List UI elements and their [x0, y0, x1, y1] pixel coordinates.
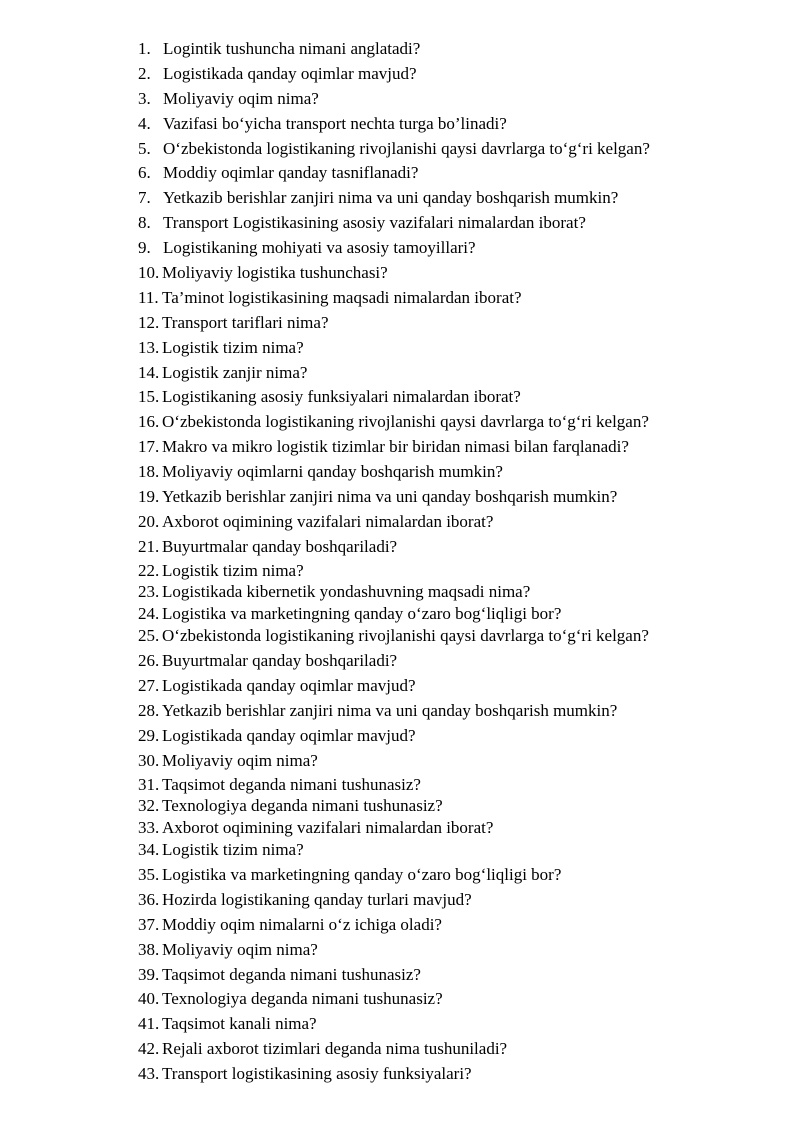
item-number: 42. — [138, 1039, 160, 1059]
list-item — [138, 863, 778, 888]
list-item — [138, 385, 778, 410]
list-item — [138, 774, 778, 796]
list-item — [138, 510, 778, 535]
item-number: 31. — [138, 774, 160, 794]
list-item — [138, 286, 778, 311]
list-item — [138, 435, 778, 460]
item-text: Moliyaviy oqim nima? — [162, 750, 318, 770]
list-item — [138, 62, 778, 87]
item-number: 43. — [138, 1064, 160, 1084]
item-number: 22. — [138, 560, 160, 580]
item-text: Logistikaning mohiyati va asosiy tamoyillari? — [163, 238, 476, 258]
list-item — [138, 838, 778, 863]
list-item — [138, 112, 778, 137]
item-text: Moliyaviy oqim nima? — [163, 88, 319, 108]
item-number: 20. — [138, 511, 160, 531]
list-item — [138, 87, 778, 112]
item-text: Vazifasi bo‘yicha transport nechta turga bo’linadi? — [163, 113, 507, 133]
item-text: Logistik tizim nima? — [162, 337, 304, 357]
item-number: 19. — [138, 487, 160, 507]
item-text: Logintik tushuncha nimani anglatadi? — [163, 39, 421, 58]
list-item — [138, 817, 778, 839]
item-number: 24. — [138, 603, 160, 623]
item-number: 1. — [138, 39, 151, 58]
item-text: Logistik tizim nima? — [162, 840, 304, 860]
item-number: 32. — [138, 796, 160, 816]
item-number: 3. — [138, 88, 151, 108]
item-number: 11. — [138, 287, 159, 307]
item-text: Moddiy oqim nimalarni o‘z ichiga oladi? — [162, 914, 442, 934]
item-text: Yetkazib berishlar zanjiri nima va uni qanday boshqarish mumkin? — [163, 188, 619, 208]
item-number: 4. — [138, 113, 151, 133]
item-text: Hozirda logistikaning qanday turlari mavjud? — [162, 889, 472, 909]
item-text: Logistikaning asosiy funksiyalari nimalardan iborat? — [162, 387, 521, 407]
list-item — [138, 938, 778, 963]
list-item — [138, 888, 778, 913]
list-item — [138, 336, 778, 361]
list-item — [138, 311, 778, 336]
item-text: Logistika va marketingning qanday o‘zaro bog‘liqligi bor? — [162, 864, 562, 884]
list-item — [138, 649, 778, 674]
item-text: Logistik tizim nima? — [162, 560, 304, 580]
item-text: Moliyaviy logistika tushunchasi? — [162, 263, 388, 283]
item-text: Texnologiya deganda nimani tushunasiz? — [162, 796, 443, 816]
list-item — [138, 963, 778, 988]
item-text: Moddiy oqimlar qanday tasniflanadi? — [163, 163, 419, 183]
list-item — [138, 37, 778, 62]
item-number: 37. — [138, 914, 160, 934]
list-item — [138, 1062, 778, 1087]
item-number: 5. — [138, 138, 151, 158]
list-item — [138, 724, 778, 749]
list-item — [138, 674, 778, 699]
item-number: 40. — [138, 989, 160, 1009]
item-text: Transport tariflari nima? — [162, 312, 329, 332]
item-number: 29. — [138, 725, 160, 745]
item-text: Taqsimot deganda nimani tushunasiz? — [162, 964, 421, 984]
item-text: Makro va mikro logistik tizimlar bir biridan nimasi bilan farqlanadi? — [162, 437, 629, 457]
list-item — [138, 603, 778, 625]
item-text: Axborot oqimining vazifalari nimalardan iborat? — [162, 817, 494, 837]
list-item — [138, 261, 778, 286]
item-number: 41. — [138, 1014, 160, 1034]
item-number: 6. — [138, 163, 151, 183]
item-number: 38. — [138, 939, 160, 959]
list-item — [138, 1012, 778, 1037]
item-text: Buyurtmalar qanday boshqariladi? — [162, 536, 398, 556]
item-text: Moliyaviy oqim nima? — [162, 939, 318, 959]
item-text: Buyurtmalar qanday boshqariladi? — [162, 651, 398, 671]
item-number: 15. — [138, 387, 160, 407]
list-item — [138, 410, 778, 435]
item-number: 9. — [138, 238, 151, 258]
item-number: 7. — [138, 188, 151, 208]
list-item — [138, 581, 778, 603]
item-number: 27. — [138, 675, 160, 695]
list-item — [138, 913, 778, 938]
list-item — [138, 236, 778, 261]
item-text: Transport Logistikasining asosiy vazifalari nimalardan iborat? — [163, 213, 586, 233]
list-item — [138, 361, 778, 386]
list-item — [138, 161, 778, 186]
item-text: Logistik zanjir nima? — [162, 362, 308, 382]
item-text: Moliyaviy oqimlarni qanday boshqarish mumkin? — [162, 462, 503, 482]
list-item — [138, 535, 778, 560]
item-number: 14. — [138, 362, 160, 382]
list-item — [138, 560, 778, 582]
item-text: Yetkazib berishlar zanjiri nima va uni qanday boshqarish mumkin? — [162, 700, 618, 720]
item-number: 23. — [138, 582, 160, 602]
list-item — [138, 186, 778, 211]
item-number: 34. — [138, 840, 160, 860]
item-text: Logistikada kibernetik yondashuvning maqsadi nima? — [162, 582, 531, 602]
item-text: Transport logistikasining asosiy funksiyalari? — [162, 1064, 472, 1084]
item-number: 18. — [138, 462, 160, 482]
list-item — [138, 211, 778, 236]
list-item — [138, 749, 778, 774]
question-list — [138, 37, 778, 1087]
item-number: 30. — [138, 750, 160, 770]
item-number: 28. — [138, 700, 160, 720]
list-item — [138, 624, 778, 649]
list-item — [138, 137, 778, 162]
item-text: Rejali axborot tizimlari deganda nima tushuniladi? — [162, 1039, 508, 1059]
list-item — [138, 699, 778, 724]
item-text: Yetkazib berishlar zanjiri nima va uni qanday boshqarish mumkin? — [162, 487, 618, 507]
item-number: 33. — [138, 817, 160, 837]
item-text: O‘zbekistonda logistikaning rivojlanishi qaysi davrlarga to‘g‘ri kelgan? — [162, 412, 649, 432]
list-item — [138, 485, 778, 510]
list-item — [138, 795, 778, 817]
list-item — [138, 1037, 778, 1062]
item-number: 12. — [138, 312, 160, 332]
list-item — [138, 460, 778, 485]
item-text: Axborot oqimining vazifalari nimalardan iborat? — [162, 511, 494, 531]
item-number: 2. — [138, 63, 151, 83]
list-item — [138, 987, 778, 1012]
item-number: 10. — [138, 263, 160, 283]
item-text: Texnologiya deganda nimani tushunasiz? — [162, 989, 443, 1009]
item-text: Ta’minot logistikasining maqsadi nimalardan iborat? — [162, 287, 522, 307]
item-text: Logistikada qanday oqimlar mavjud? — [162, 725, 416, 745]
item-text: O‘zbekistonda logistikaning rivojlanishi qaysi davrlarga to‘g‘ri kelgan? — [162, 626, 649, 646]
item-text: Logistikada qanday oqimlar mavjud? — [162, 675, 416, 695]
item-text: Logistika va marketingning qanday o‘zaro bog‘liqligi bor? — [162, 603, 562, 623]
item-number: 16. — [138, 412, 160, 432]
item-number: 13. — [138, 337, 160, 357]
item-number: 35. — [138, 864, 160, 884]
item-text: Logistikada qanday oqimlar mavjud? — [163, 63, 417, 83]
item-number: 17. — [138, 437, 160, 457]
item-text: Taqsimot kanali nima? — [162, 1014, 317, 1034]
item-number: 8. — [138, 213, 151, 233]
item-number: 21. — [138, 536, 160, 556]
item-text: Taqsimot deganda nimani tushunasiz? — [162, 774, 421, 794]
item-number: 26. — [138, 651, 160, 671]
item-number: 36. — [138, 889, 160, 909]
item-number: 39. — [138, 964, 160, 984]
item-text: O‘zbekistonda logistikaning rivojlanishi qaysi davrlarga to‘g‘ri kelgan? — [163, 138, 650, 158]
item-number: 25. — [138, 626, 160, 646]
